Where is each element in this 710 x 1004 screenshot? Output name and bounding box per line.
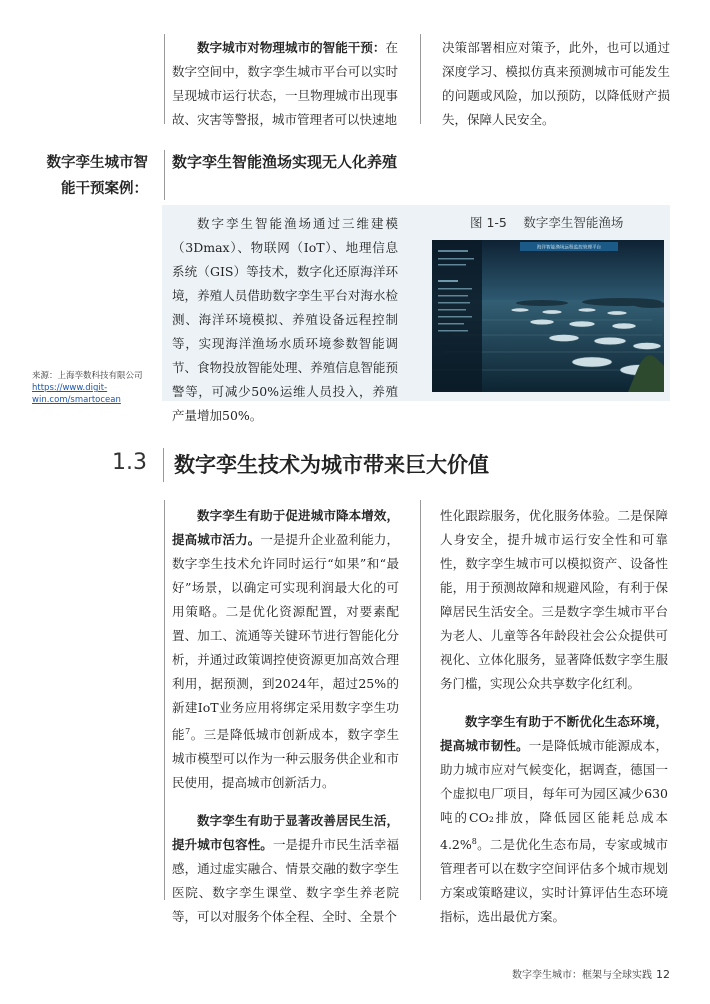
rule-top-mid bbox=[420, 34, 421, 124]
top-left-text: 在数字空间中，数字孪生城市平台可以实时呈现城市运行状态，一旦物理城市出现事故、灾害等警报，城市管理者可以快速地 bbox=[172, 40, 398, 127]
top-left-paragraph bbox=[172, 36, 398, 132]
p1-text-cont: 。三是降低城市创新成本，数字孪生城市模型可以作为一种云服务供企业和市民使用，提高城市创新活力。 bbox=[172, 727, 399, 791]
paragraph-ecology bbox=[440, 710, 672, 929]
footnote-ref-8: 8 bbox=[471, 837, 477, 846]
rule-top-left bbox=[164, 34, 165, 124]
rule-case-left bbox=[164, 150, 165, 200]
figure-caption: 图 1-5 数字孪生智能渔场 bbox=[470, 215, 624, 230]
case-paragraph: 数字孪生智能渔场通过三维建模（3Dmax）、物联网（IoT）、地理信息系统（GIS）等技术，数字化还原海洋环境，养殖人员借助数字孪生平台对海水检测、海洋环境模拟、养殖设备远程控制等，实现海洋渔场水质环境参数智能调节、食物投放智能处理、养殖信息智能预警等，可减少50%运维人员投入，养殖产量增加50%。 bbox=[172, 216, 398, 423]
paragraph-livelihood bbox=[172, 809, 399, 929]
source-link[interactable]: https://www.digit-win.com/smartocean bbox=[32, 383, 121, 405]
top-left-bold-lead: 数字城市对物理城市的智能干预： bbox=[197, 40, 386, 55]
rule-section bbox=[163, 448, 164, 482]
page-footer bbox=[512, 966, 670, 981]
source-label: 来源：上海孪数科技有限公司 bbox=[32, 371, 143, 381]
source-note bbox=[32, 370, 160, 406]
case-side-title: 数字孪生城市智能干预案例： bbox=[46, 154, 148, 197]
footnote-ref-7: 7 bbox=[185, 727, 191, 736]
body-left-column bbox=[172, 504, 399, 929]
rule-body-mid bbox=[420, 500, 421, 900]
rule-body-left bbox=[164, 500, 165, 900]
case-heading: 数字孪生智能渔场实现无人化养殖 bbox=[172, 153, 398, 171]
section-title: 数字孪生技术为城市带来巨大价值 bbox=[174, 452, 489, 477]
p3-text-cont: 。二是优化生态布局，专家或城市管理者可以在数字空间评估多个城市规划方案或策略建议，实时计算评估生态环境指标，选出最优方案。 bbox=[440, 837, 668, 925]
p1-bold-lead: 数字孪生有助于促进城市降本增效，提高城市活力。 bbox=[172, 508, 399, 547]
p3-text: 一是降低城市能源成本，助力城市应对气候变化，据调查，德国一个虚拟电厂项目，每年可为园区减少630吨的CO₂排放，降低园区能耗总成本 4.2% bbox=[440, 738, 672, 853]
page-number: 12 bbox=[656, 968, 670, 981]
body-right-column bbox=[440, 504, 672, 929]
p2-text: 一是提升市民生活幸福感，通过虚实融合、情景交融的数字孪生医院、数字孪生课堂、数字孪生养老院等，可以对服务个体全程、全时、全景个 bbox=[172, 837, 399, 925]
p1-text: 一是提升企业盈利能力，数字孪生技术允许同时运行“如果”和“最好”场景，以确定可实现利润最大化的可用策略。二是优化资源配置，对要素配置、加工、流通等关键环节进行智能化分析，并通过政策调控使资源更加高效合理利用，据预测，到2024年，超过25%的新建IoT业务应用将绑定采用数字孪生功能 bbox=[172, 532, 399, 743]
smart-fishery-image bbox=[432, 240, 664, 392]
top-right-paragraph: 决策部署相应对策予，此外，也可以通过深度学习、模拟仿真来预测城市可能发生的问题或风险，加以预防，以降低财产损失，保障人民安全。 bbox=[442, 40, 670, 127]
section-number: 1.3 bbox=[112, 450, 147, 475]
figure-banner-text: 海洋智能渔场远程监控管理平台 bbox=[536, 245, 602, 251]
paragraph-cost-efficiency bbox=[172, 504, 399, 795]
ocean-scene-illustration bbox=[432, 240, 664, 392]
footer-title: 数字孪生城市：框架与全球实践 bbox=[512, 970, 652, 981]
p2-bold-lead: 数字孪生有助于显著改善居民生活，提升城市包容性。 bbox=[172, 813, 399, 853]
p3-bold-lead: 数字孪生有助于不断优化生态环境，提高城市韧性。 bbox=[440, 714, 668, 753]
paragraph-livelihood-cont: 性化跟踪服务，优化服务体验。二是保障人身安全，提升城市运行安全性和可靠性，数字孪生城市可以模拟资产、设备性能，用于预测故障和规避风险，有利于保障居民生活安全。三是数字孪生城市平台为老人、儿童等各年龄段社会公众提供可视化、立体化服务，显著降低数字孪生服务门槛，实现公众共享数字化红利。 bbox=[440, 508, 668, 691]
